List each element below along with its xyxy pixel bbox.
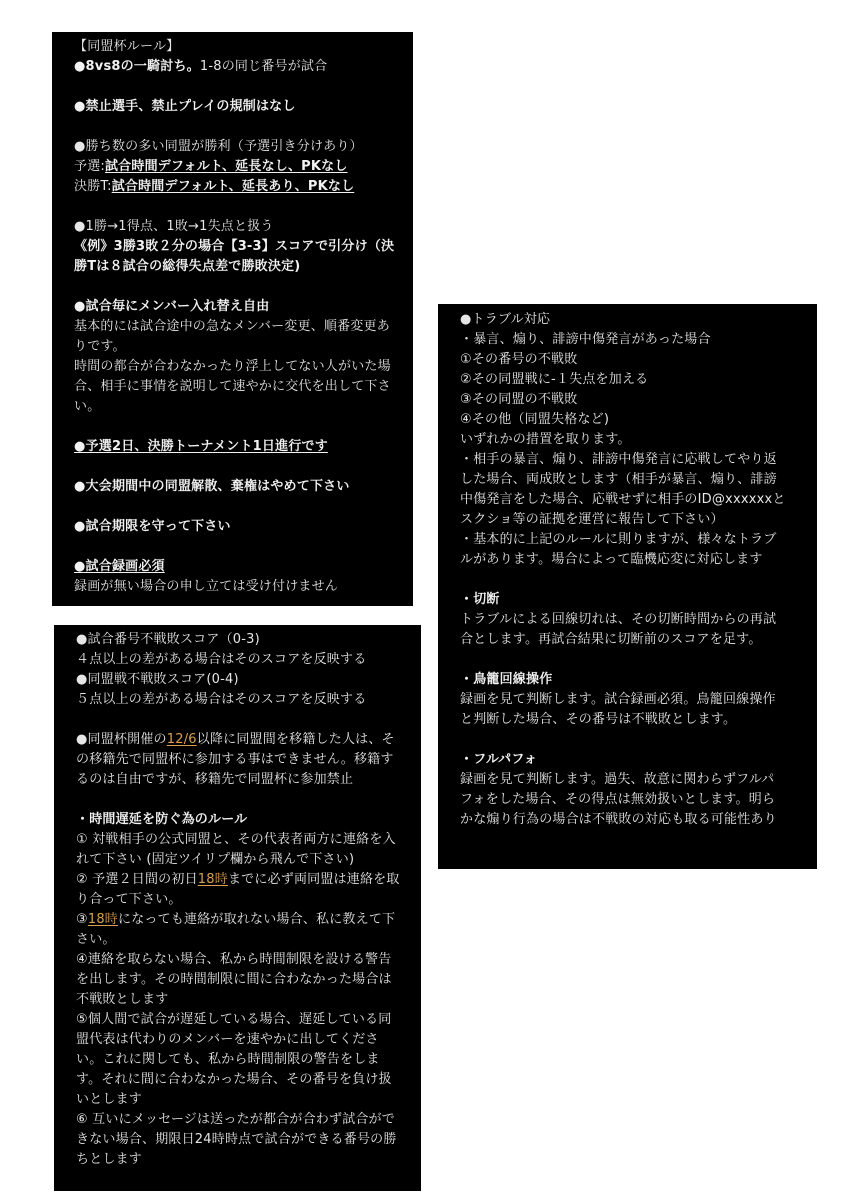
prelim-prefix: 予選: — [74, 159, 105, 174]
delay-rule-line: り合って下さい。 — [76, 892, 182, 907]
score1-heading: ●試合番号不戦敗スコア（0-3) — [76, 632, 260, 647]
penalty-note: いずれかの措置を取ります。 — [460, 432, 631, 447]
recording-note: 録画が無い場合の申し立ては受け付けません — [74, 579, 339, 594]
birdcage-line: と判断した場合、その番号は不戦敗とします。 — [460, 712, 737, 727]
rules-panel-trouble — [438, 304, 817, 869]
fullpaffo-line: フォをした場合、その得点は無効扱いとします。明ら — [460, 792, 776, 807]
delay-rule-line: ④連絡を取らない場合、私から時間制限を設ける警告 — [76, 952, 392, 967]
retaliation-line: ・相手の暴言、煽り、誹謗中傷発言に応戦してやり返 — [460, 452, 777, 467]
delay-rule-line: い。これに関しても、私から時間制限の警告をしま — [76, 1052, 380, 1067]
no-bans-rule: ●禁止選手、禁止プレイの規制はなし — [74, 99, 296, 114]
match-format — [74, 57, 403, 77]
delay-rule-line: ⑥ 互いにメッセージは送ったが都合が合わず試合がで — [76, 1112, 396, 1127]
delay-rule-line: 不戦敗とします — [76, 992, 169, 1007]
member-swap-heading: ●試合毎にメンバー入れ替え自由 — [74, 299, 270, 314]
delay-rule-line: 盟代表は代わりのメンバーを速やかに出してくださ — [76, 1032, 379, 1047]
delay-heading: ・時間遅延を防ぐ為のルール — [76, 812, 248, 827]
delay-rule-line: ① 対戦相手の公式同盟と、その代表者両方に連絡を入 — [76, 832, 396, 847]
member-swap-line: りです。 — [74, 339, 126, 354]
trouble-heading: ●トラブル対応 — [460, 312, 551, 327]
final-prefix: 決勝T: — [74, 179, 112, 194]
trouble-line: ・暴言、煽り、誹謗中傷発言があった場合 — [460, 332, 711, 347]
delay-rule-line — [76, 870, 411, 890]
rule2-text: ② 予選２日間の初日 — [76, 872, 198, 887]
transfer-line: るのは自由ですが、移籍先で同盟杯に参加禁止 — [76, 772, 354, 787]
rule2-text: までに必ず両同盟は連絡を取 — [227, 872, 400, 887]
match-format-rest: 1-8の同じ番号が試合 — [199, 59, 328, 74]
penalty-item: ③その同盟の不戦敗 — [460, 392, 578, 407]
basic-line: ・基本的に上記のルールに則りますが、様々なトラブ — [460, 532, 777, 547]
retaliation-line: した場合、両成敗とします（相手が暴言、煽り、誹謗 — [460, 472, 777, 487]
rules-title: 【同盟杯ルール】 — [74, 39, 180, 54]
no-dissolve-rule: ●大会期間中の同盟解散、棄権はやめて下さい — [74, 479, 350, 494]
match-format-label: ●8vs8の一騎討ち。 — [74, 59, 200, 74]
final-rule-text: 試合時間デフォルト、延長あり、PKなし — [111, 179, 355, 194]
member-swap-line: 合、相手に事情を説明して速やかに交代を出して下さ — [74, 379, 391, 394]
final-rule — [74, 177, 403, 197]
delay-rule-line: れて下さい (固定ツイリプ欄から飛んで下さい) — [76, 852, 355, 867]
rule3-text: になっても連絡が取れない場合、私に教えて下 — [118, 912, 396, 927]
prelim-rule — [74, 157, 403, 177]
retaliation-line: スクショ等の証拠を運営に報告して下さい） — [460, 512, 724, 527]
delay-rule-line — [76, 910, 411, 930]
deadline-rule: ●試合期限を守って下さい — [74, 519, 231, 534]
fullpaffo-line: 録画を見て判断します。過失、故意に関わらずフルパ — [460, 772, 775, 787]
rule3-text: ③ — [76, 912, 88, 927]
transfer-line — [76, 730, 411, 750]
schedule-rule: ●予選2日、決勝トーナメント1日進行です — [74, 439, 328, 454]
disconnect-line: 合とします。再試合結果に切断前のスコアを足す。 — [460, 632, 762, 647]
delay-rule-line: さい。 — [76, 932, 116, 947]
member-swap-line: い。 — [74, 399, 101, 414]
disconnect-line: トラブルによる回線切れは、その切断時間からの再試 — [460, 612, 777, 627]
prelim-rule-text: 試合時間デフォルト、延長なし、PKなし — [104, 159, 348, 174]
fullpaffo-line: かな煽り行為の場合は不戦敗の対応も取る可能性あり — [460, 812, 777, 827]
transfer-line: の移籍先で同盟杯に参加する事はできません。移籍す — [76, 752, 394, 767]
member-swap-line: 基本的には試合途中の急なメンバー変更、順番変更あ — [74, 319, 390, 334]
delay-rule-line: ⑤個人間で試合が遅延している場合、遅延している同 — [76, 1012, 392, 1027]
rules-panel-delay — [54, 625, 421, 1191]
transfer-text: 以降に同盟間を移籍した人は、そ — [196, 732, 395, 747]
delay-rule-line: きない場合、期限日24時時点で試合ができる番号の勝 — [76, 1132, 397, 1147]
recording-heading: ●試合録画必須 — [74, 559, 165, 574]
penalty-item: ②その同盟戦に-１失点を加える — [460, 372, 649, 387]
rule3-time-link[interactable]: 18時 — [87, 912, 119, 927]
delay-rule-line: いとします — [76, 1092, 143, 1107]
win-rule: ●勝ち数の多い同盟が勝利（予選引き分けあり） — [74, 139, 363, 154]
birdcage-heading: ・鳥籠回線操作 — [460, 672, 553, 687]
retaliation-line: 中傷発言をした場合、応戦せずに相手のID@xxxxxxと — [460, 492, 786, 507]
transfer-date-link[interactable]: 12/6 — [166, 732, 197, 747]
rules-panel-main — [52, 32, 413, 606]
basic-line: ルがあります。場合によって臨機応変に対応します — [460, 552, 763, 567]
delay-rule-line: す。それに間に合わなかった場合、その番号を負け扱 — [76, 1072, 392, 1087]
delay-rule-line: ちとします — [76, 1152, 143, 1167]
penalty-item: ④その他（同盟失格など) — [460, 412, 610, 427]
penalty-item: ①その番号の不戦敗 — [460, 352, 578, 367]
points-rule: ●1勝→1得点、1敗→1失点と扱う — [74, 219, 274, 234]
score1-note: ４点以上の差がある場合はそのスコアを反映する — [76, 652, 367, 667]
example-line-1: 《例》3勝3敗２分の場合【3-3】スコアで引分け（決 — [74, 239, 395, 254]
rule2-time-link[interactable]: 18時 — [197, 872, 228, 887]
score2-note: ５点以上の差がある場合はそのスコアを反映する — [76, 692, 367, 707]
birdcage-line: 録画を見て判断します。試合録画必須。鳥籠回線操作 — [460, 692, 776, 707]
example-line-2: 勝Tは８試合の総得失点差で勝敗決定) — [74, 259, 301, 274]
score2-heading: ●同盟戦不戦敗スコア(0-4) — [76, 672, 239, 687]
delay-rule-line: を出します。その時間制限に間に合わなかった場合は — [76, 972, 392, 987]
disconnect-heading: ・切断 — [460, 592, 500, 607]
member-swap-line: 時間の都合が合わなかったり浮上してない人がいた場 — [74, 359, 391, 374]
transfer-text: ●同盟杯開催の — [76, 732, 167, 747]
fullpaffo-heading: ・フルパフォ — [460, 752, 538, 767]
